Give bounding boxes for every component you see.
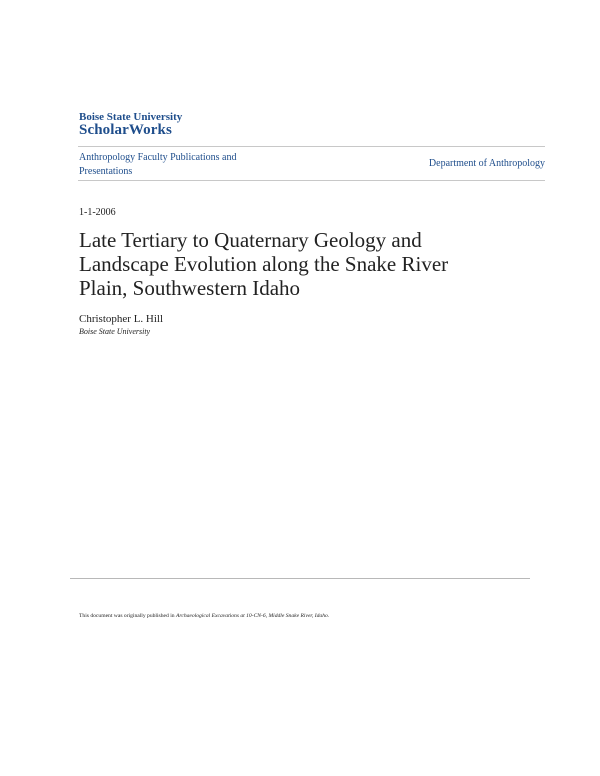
series-link[interactable]: Anthropology Faculty Publications and Presentations [79, 152, 237, 177]
paper-title: Late Tertiary to Quaternary Geology and Landscape Evolution along the Snake River Plain, Southwestern Idaho [79, 228, 449, 300]
middle-divider [78, 180, 545, 181]
department-link-container [390, 158, 545, 169]
bottom-divider [70, 578, 530, 579]
note-prefix: This document was originally published in [79, 613, 176, 619]
publication-note [79, 613, 329, 619]
top-divider [78, 146, 545, 147]
note-source: Archaeological Excavations at 10-CN-6, Middle Snake River, Idaho [175, 613, 328, 619]
note-suffix: . [327, 613, 330, 619]
author-name: Christopher L. Hill [79, 313, 164, 325]
department-link[interactable]: Department of Anthropology [428, 158, 545, 169]
series-link-container [79, 151, 289, 179]
author-affiliation: Boise State University [79, 327, 151, 336]
university-name: Boise State University [79, 111, 183, 123]
publication-date: 1-1-2006 [79, 207, 116, 218]
scholarworks-logo-text[interactable]: ScholarWorks [79, 122, 172, 138]
